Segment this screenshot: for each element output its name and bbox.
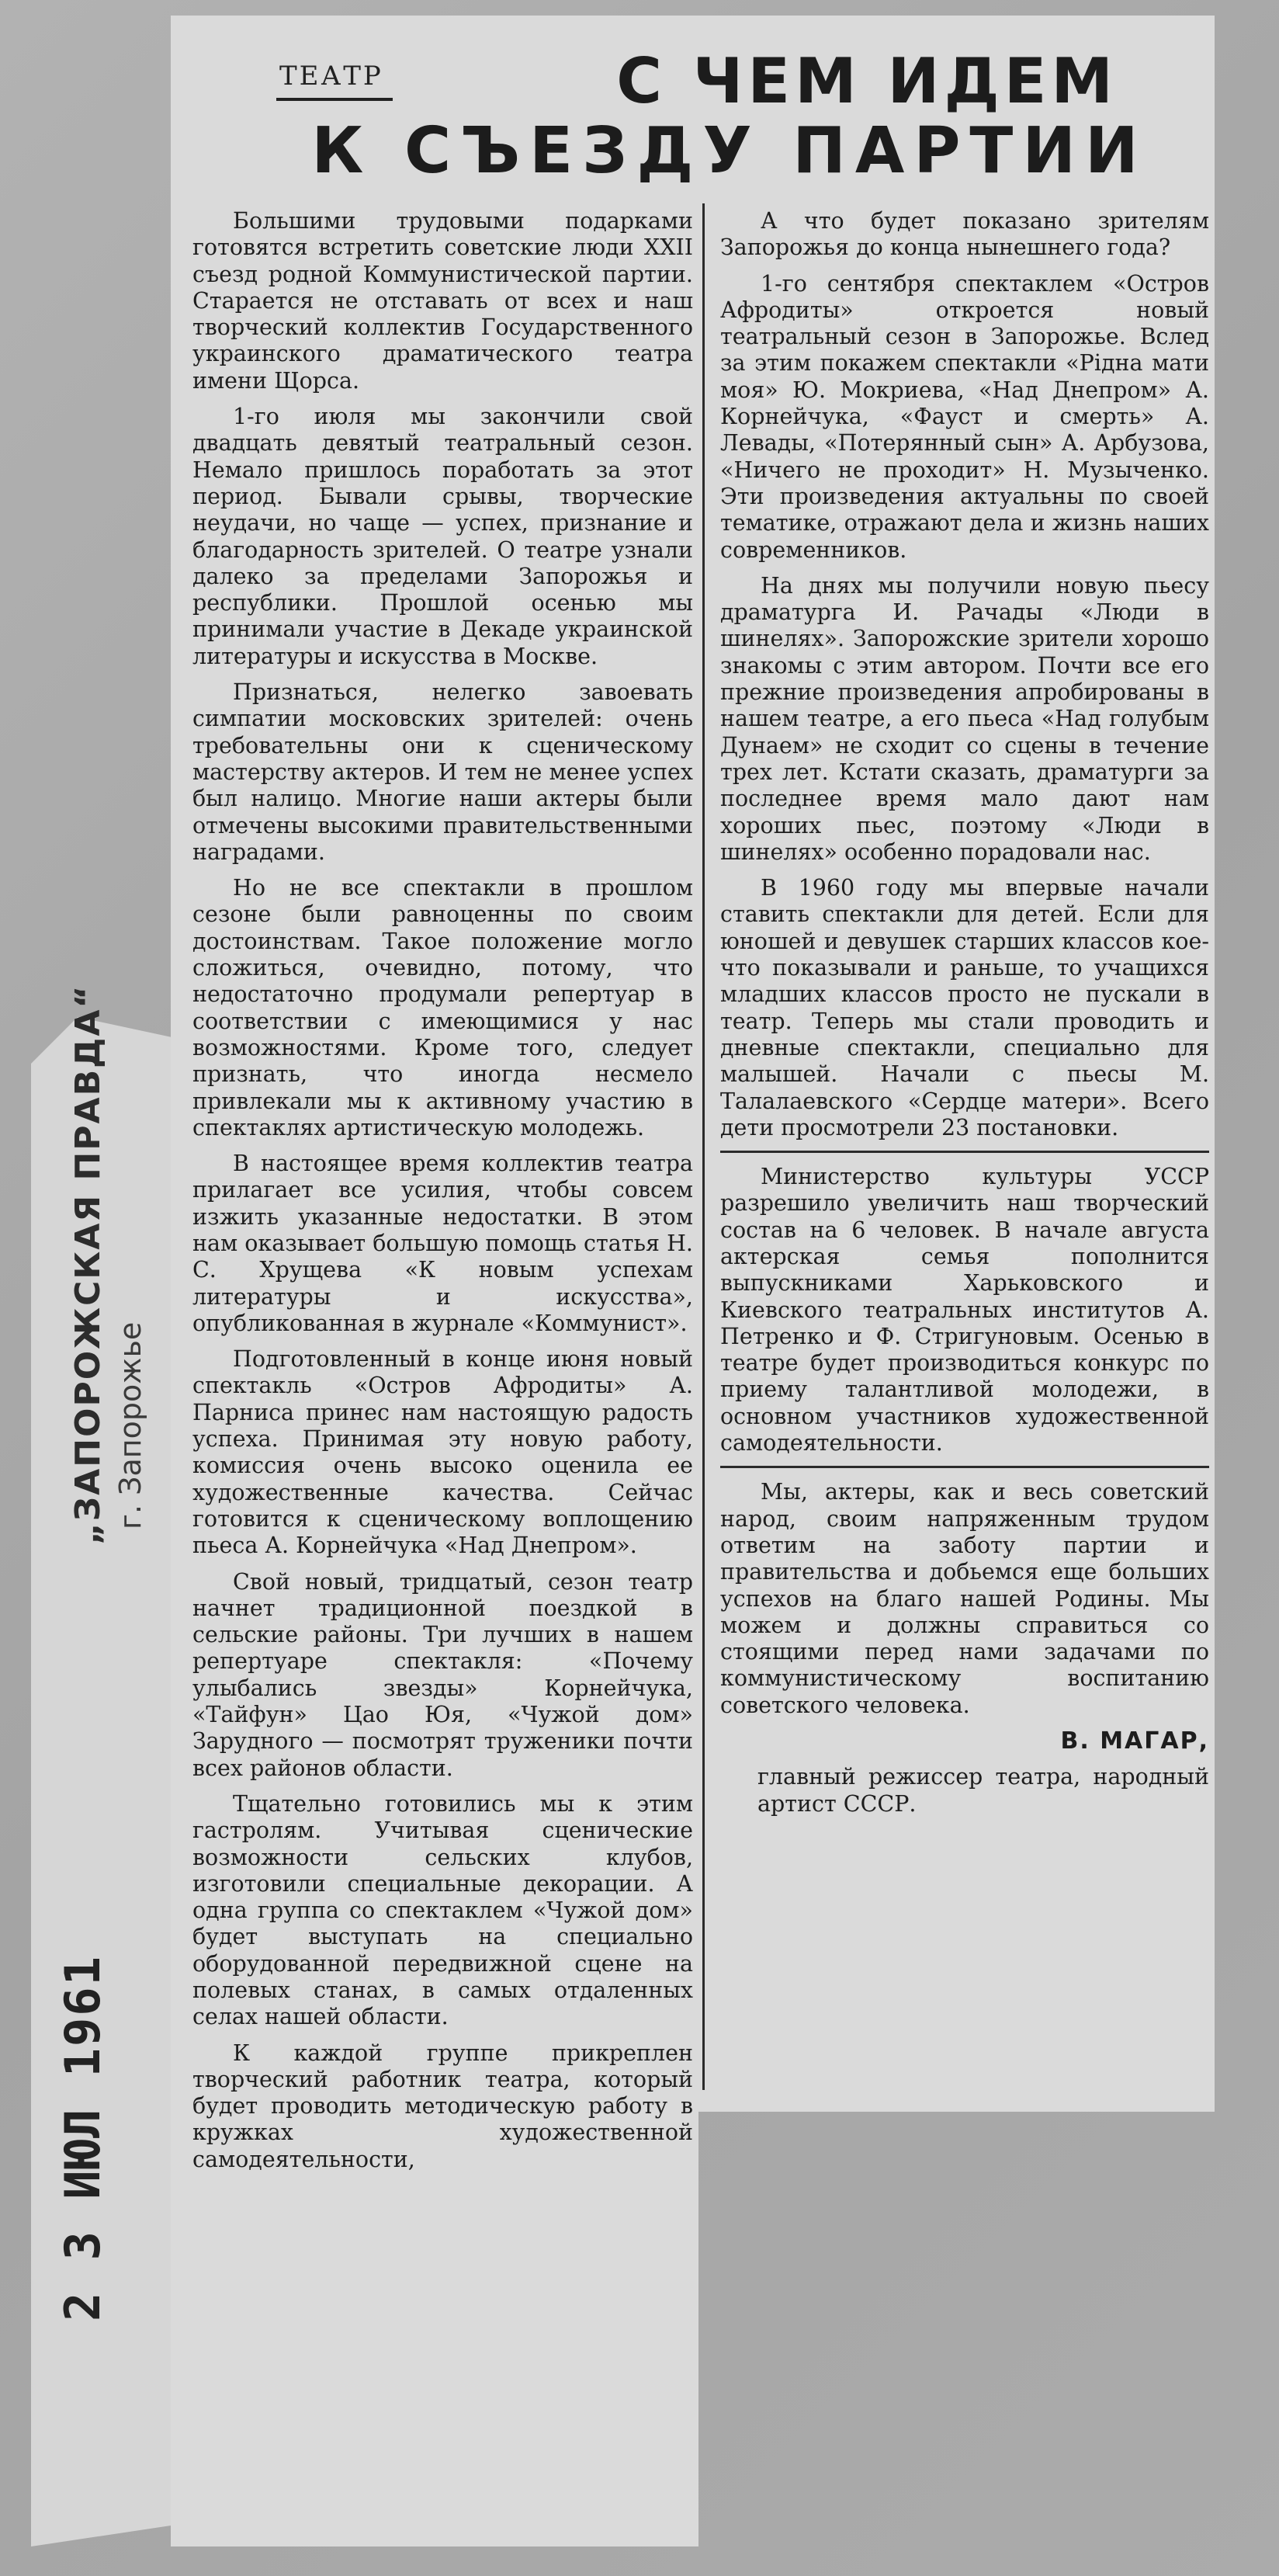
paragraph: В настоящее время коллектив театра прилагает все усилия, чтобы совсем изжить указанные недостатки. В этом нам оказывает большую помощь статья Н. С. Хрущева «К новым успехам литературы и искусства», опубликованная в журнале «Коммунист». xyxy=(192,1151,693,1336)
paragraph: Министерство культуры УССР разрешило увеличить наш творческий состав на 6 человек. В начале августа актерская семья пополнится выпускниками Харьковского и Киевского театральных институтов А. Петренко и Ф. Стригуновым. Осенью в театре будет производиться конкурс по приему талантливой молодежи, в основном участников художественной самодеятельности. xyxy=(720,1164,1209,1456)
paragraph: На днях мы получили новую пьесу драматурга И. Рачады «Люди в шинелях». Запорожские зрители хорошо знакомы с этим автором. Почти все его прежние произведения апробированы в нашем театре, а его пьеса «Над голубым Дунаем» не сходит со сцены в течение трех лет. Кстати сказать, драматурги за последнее время мало дают нам хороших пьес, поэтому «Люди в шинелях» особенно порадовали нас. xyxy=(720,572,1209,865)
section-rule xyxy=(720,1151,1209,1153)
author-title: главный режиссер театра, народный артист СССР. xyxy=(757,1764,1209,1817)
author-signature: В. МАГАР, xyxy=(1060,1727,1209,1755)
article-headline xyxy=(233,47,1203,186)
headline-line-2: К СЪЕЗДУ ПАРТИИ xyxy=(311,114,1148,188)
paragraph: В 1960 году мы впервые начали ставить спектакли для детей. Если для юношей и девушек старших классов кое-что показывали и раньше, то учащихся младших классов просто не пускали в театр. Теперь мы стали проводить и дневные спектакли, специально для малышей. Начали с пьесы М. Талалаевского «Сердце матери». Всего дети просмотрели 23 постановки. xyxy=(720,875,1209,1140)
column-divider xyxy=(702,203,705,2090)
paragraph: К каждой группе прикреплен творческий работник театра, который будет проводить методическую работу в кружках художественной самодеятельности, xyxy=(192,2040,693,2172)
paragraph: Свой новый, тридцатый, сезон театр начнет традиционной поездкой в сельские районы. Три лучших в нашем репертуаре спектакля: «Почему улыбались звезды» Корнейчука, «Тайфун» Цао Юя, «Чужой дом» Зарудного — посмотрят труженики почти всех районов области. xyxy=(192,1568,693,1781)
stamp-city: г. Запорожье xyxy=(113,1321,147,1529)
headline-line-1: С ЧЕМ ИДЕМ xyxy=(616,45,1118,117)
stamp-date-text: 2 3 ИЮЛ 1961 xyxy=(54,1955,111,2321)
paragraph: 1-го июля мы закончили свой двадцать девятый театральный сезон. Немало пришлось поработать за этот период. Бывали срывы, творческие неудачи, но чаще — успех, признание и благодарность зрителей. О театре узнали далеко за пределами Запорожья и республики. Прошлой осенью мы принимали участие в Декаде украинской литературы и искусства в Москве. xyxy=(192,404,693,669)
paragraph: Подготовленный в конце июня новый спектакль «Остров Афродиты» А. Парниса принес нам настоящую радость успеха. Принимая эту новую работу, комиссия очень высоко оценила ее художественные качества. Сейчас готовится к сценическому воплощению пьеса А. Корнейчука «Над Днепром». xyxy=(192,1346,693,1559)
paragraph: 1-го сентября спектаклем «Остров Афродиты» откроется новый театральный сезон в Запорожье. Вслед за этим покажем спектакли «Рідна мати моя» Ю. Мокриева, «Над Днепром» А. Корнейчука, «Фауст и смерть» А. Левады, «Потерянный сын» А. Арбузова, «Ничего не проходит» Н. Музыченко. Эти произведения актуальны по своей тематике, отражают дела и жизнь наших современников. xyxy=(720,270,1209,563)
rubric-label: ТЕАТР xyxy=(279,61,383,92)
paragraph: Мы, актеры, как и весь советский народ, своим напряженным трудом ответим на заботу партии и правительства и добьемся еще больших успехов на благо нашей Родины. Мы можем и должны справиться со стоящими перед нами задачами по коммунистическому воспитанию советского человека. xyxy=(720,1479,1209,1718)
paragraph: Но не все спектакли в прошлом сезоне были равноценны по своим достоинствам. Такое положение могло сложиться, очевидно, потому, что недостаточно продумали репертуар в соответствии с имеющимися у нас возможностями. Кроме того, следует признать, что иногда несмело привлекали мы к активному участию в спектаклях артистическую молодежь. xyxy=(192,875,693,1140)
paragraph: Большими трудовыми подарками готовятся встретить советские люди XXII съезд родной Коммунистической партии. Старается не отставать от всех и наш творческий коллектив Государственного украинского драматического театра имени Щорса. xyxy=(192,208,693,394)
section-rule xyxy=(720,1466,1209,1468)
paragraph: А что будет показано зрителям Запорожья до конца нынешнего года? xyxy=(720,208,1209,261)
stamp-newspaper-name: „ЗАПОРОЖСКАЯ ПРАВДА“ xyxy=(68,984,108,1545)
article-column-right xyxy=(720,208,1209,2087)
date-stamp xyxy=(54,1955,124,2321)
newspaper-stamp xyxy=(68,984,161,1545)
paragraph: Признаться, нелегко завоевать симпатии московских зрителей: очень требовательны они к сценическому мастерству актеров. И тем не менее успех был налицо. Многие наши актеры были отмечены высокими правительственными наградами. xyxy=(192,679,693,865)
article-column-left xyxy=(192,208,693,2529)
paragraph: Тщательно готовились мы к этим гастролям. Учитывая сценические возможности сельских клубов, изготовили специальные декорации. А одна группа со спектаклем «Чужой дом» будет выступать на специально оборудованной передвижной сцене на полевых станах, в самых отдаленных селах нашей области. xyxy=(192,1790,693,2030)
